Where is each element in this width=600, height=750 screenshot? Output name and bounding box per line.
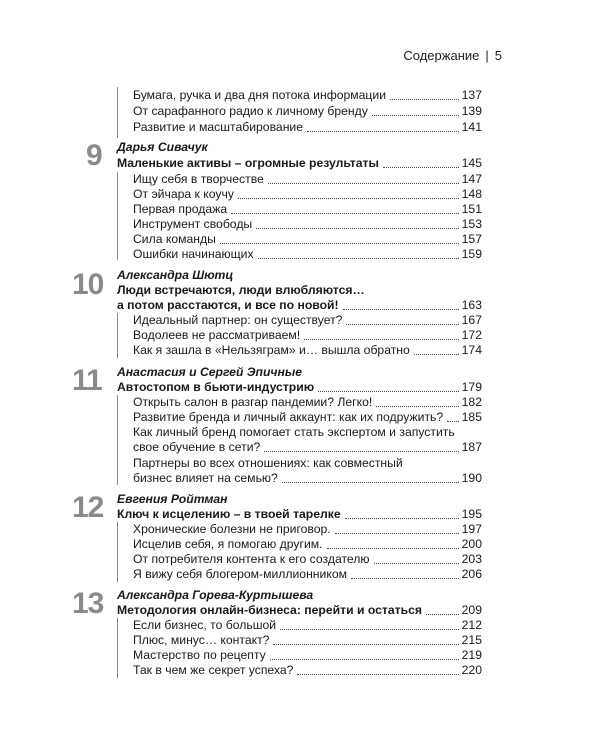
toc-entry[interactable]: Исцелив себя, я помогаю другим. 200 [133,537,482,551]
chapter-title[interactable]: Маленькие активы – огромные результаты 145 [117,156,482,170]
section-rule [117,522,118,582]
chapter-author: Анастасия и Сергей Эпичные [117,365,303,379]
toc-entry[interactable]: Развитие бренда и личный аккаунт: как их подружить? 185 [133,410,482,424]
toc-entry-line[interactable]: Партнеры во всех отношениях: как совместный [133,456,403,470]
toc-entry[interactable]: Как я зашла в «Нельзяграм» и… вышла обратно 174 [133,343,482,357]
chapter-number: 10 [72,268,104,301]
header-separator: | [485,48,489,63]
section-rule [117,618,118,678]
toc-entry[interactable]: Если бизнес, то большой 212 [133,618,482,632]
toc-entry[interactable]: свое обучение в сети? 187 [133,440,482,454]
page-number: 5 [494,48,502,63]
toc-entry[interactable]: Плюс, минус… контакт? 215 [133,633,482,647]
toc-entry[interactable]: Ищу себя в творчестве 147 [133,172,482,186]
chapter-title[interactable]: Автостопом в бьюти-индустрию 179 [117,380,482,394]
toc-entry[interactable]: Мастерство по рецепту 219 [133,648,482,662]
section-rule [117,172,118,260]
toc-entry[interactable]: Сила команды 157 [133,232,482,246]
toc-entry[interactable]: Ошибки начинающих 159 [133,247,482,261]
chapter-author: Евгения Ройтман [117,492,228,506]
toc-entry[interactable]: Бумага, ручка и два дня потока информации 137 [133,88,482,102]
toc-entry[interactable]: Водолеев не рассматриваем! 172 [133,328,482,342]
toc-entry-line[interactable]: Как личный бренд помогает стать экспертом и запустить [133,425,455,439]
chapter-author: Александра Горева-Куртышева [117,588,314,602]
section-title: Содержание [403,48,480,63]
chapter-title[interactable]: Ключ к исцелению – в твоей тарелке 195 [117,507,482,521]
toc-entry[interactable]: Хронические болезни не приговор. 197 [133,522,482,536]
toc-entry[interactable]: От потребителя контента к его создателю 203 [133,552,482,566]
toc-entry[interactable]: От сарафанного радио к личному бренду 139 [133,104,482,118]
chapter-author: Дарья Сивачук [117,140,208,154]
running-header [403,48,502,63]
section-rule [117,313,118,358]
chapter-number: 13 [72,587,104,620]
chapter-number: 11 [72,364,102,397]
section-rule [117,87,118,138]
toc-entry[interactable]: Первая продажа 151 [133,202,482,216]
chapter-number: 12 [72,491,104,524]
toc-entry[interactable]: От эйчара к коучу 148 [133,187,482,201]
section-rule [117,395,118,485]
chapter-title[interactable]: а потом расстаются, и все по новой! 163 [117,298,482,312]
toc-entry[interactable]: Развитие и масштабирование 141 [133,120,482,134]
toc-entry[interactable]: бизнес влияет на семью? 190 [133,471,482,485]
chapter-title-line[interactable]: Люди встречаются, люди влюбляются… [117,283,365,297]
chapter-title[interactable]: Методология онлайн-бизнеса: перейти и остаться 209 [117,603,482,617]
toc-entry[interactable]: Инструмент свободы 153 [133,217,482,231]
chapter-author: Александра Шютц [117,268,234,282]
toc-entry[interactable]: Идеальный партнер: он существует? 167 [133,313,482,327]
chapter-number: 9 [86,139,102,172]
toc-entry[interactable]: Я вижу себя блогером-миллионником 206 [133,567,482,581]
toc-entry[interactable]: Так в чем же секрет успеха? 220 [133,663,482,677]
toc-entry[interactable]: Открыть салон в разгар пандемии? Легко! 182 [133,395,482,409]
